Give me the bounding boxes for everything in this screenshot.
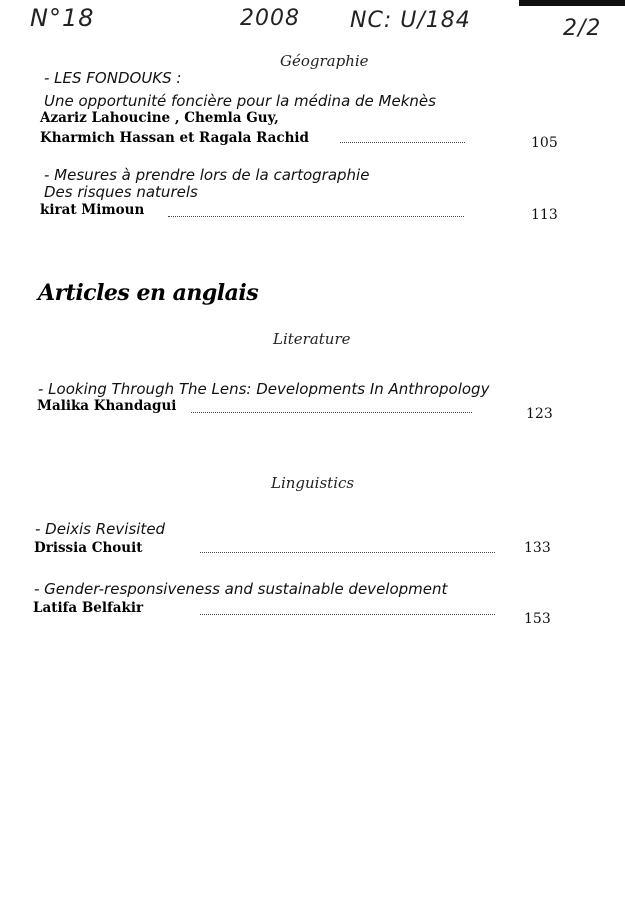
entry-title-line: - Deixis Revisited	[35, 520, 166, 538]
handwritten-year: 2008	[240, 6, 300, 31]
entry-author-line: kirat Mimoun	[40, 202, 145, 218]
section-title-literature: Literature	[273, 330, 351, 348]
page-number: 153	[524, 611, 551, 627]
dot-leader	[200, 552, 495, 553]
entry-title-line: Une opportunité foncière pour la médina de Meknès	[44, 92, 436, 110]
dot-leader	[191, 412, 472, 413]
dot-leader	[340, 142, 465, 143]
entry-title-line: - LES FONDOUKS :	[44, 69, 182, 87]
entry-title-line: - Mesures à prendre lors de la cartographie	[44, 166, 370, 184]
entry-author-line: Latifa Belfakir	[33, 600, 144, 616]
handwritten-fraction: 2/2	[563, 16, 602, 41]
entry-title-line: - Gender-responsiveness and sustainable development	[34, 580, 448, 598]
section-heading-articles-en-anglais: Articles en anglais	[38, 280, 259, 306]
entry-author-line: Malika Khandagui	[37, 398, 177, 414]
page-number: 113	[531, 207, 558, 223]
page-number: 123	[526, 406, 553, 422]
entry-title-line: Des risques naturels	[44, 183, 198, 201]
dot-leader	[200, 614, 495, 615]
entry-author-line: Kharmich Hassan et Ragala Rachid	[40, 130, 309, 146]
page-number: 105	[531, 135, 558, 151]
entry-author-line: Azariz Lahoucine , Chemla Guy,	[40, 110, 279, 126]
handwritten-issue-number: N°18	[30, 4, 95, 32]
entry-title-line: - Looking Through The Lens: Developments In Anthropology	[38, 380, 490, 398]
page-number: 133	[524, 540, 551, 556]
entry-author-line: Drissia Chouit	[34, 540, 143, 556]
section-title-linguistics: Linguistics	[271, 474, 355, 492]
section-title-geographie: Géographie	[280, 52, 369, 70]
handwritten-reference: NC: U/184	[350, 8, 471, 33]
dot-leader	[168, 216, 464, 217]
scan-edge-bar	[519, 0, 625, 6]
